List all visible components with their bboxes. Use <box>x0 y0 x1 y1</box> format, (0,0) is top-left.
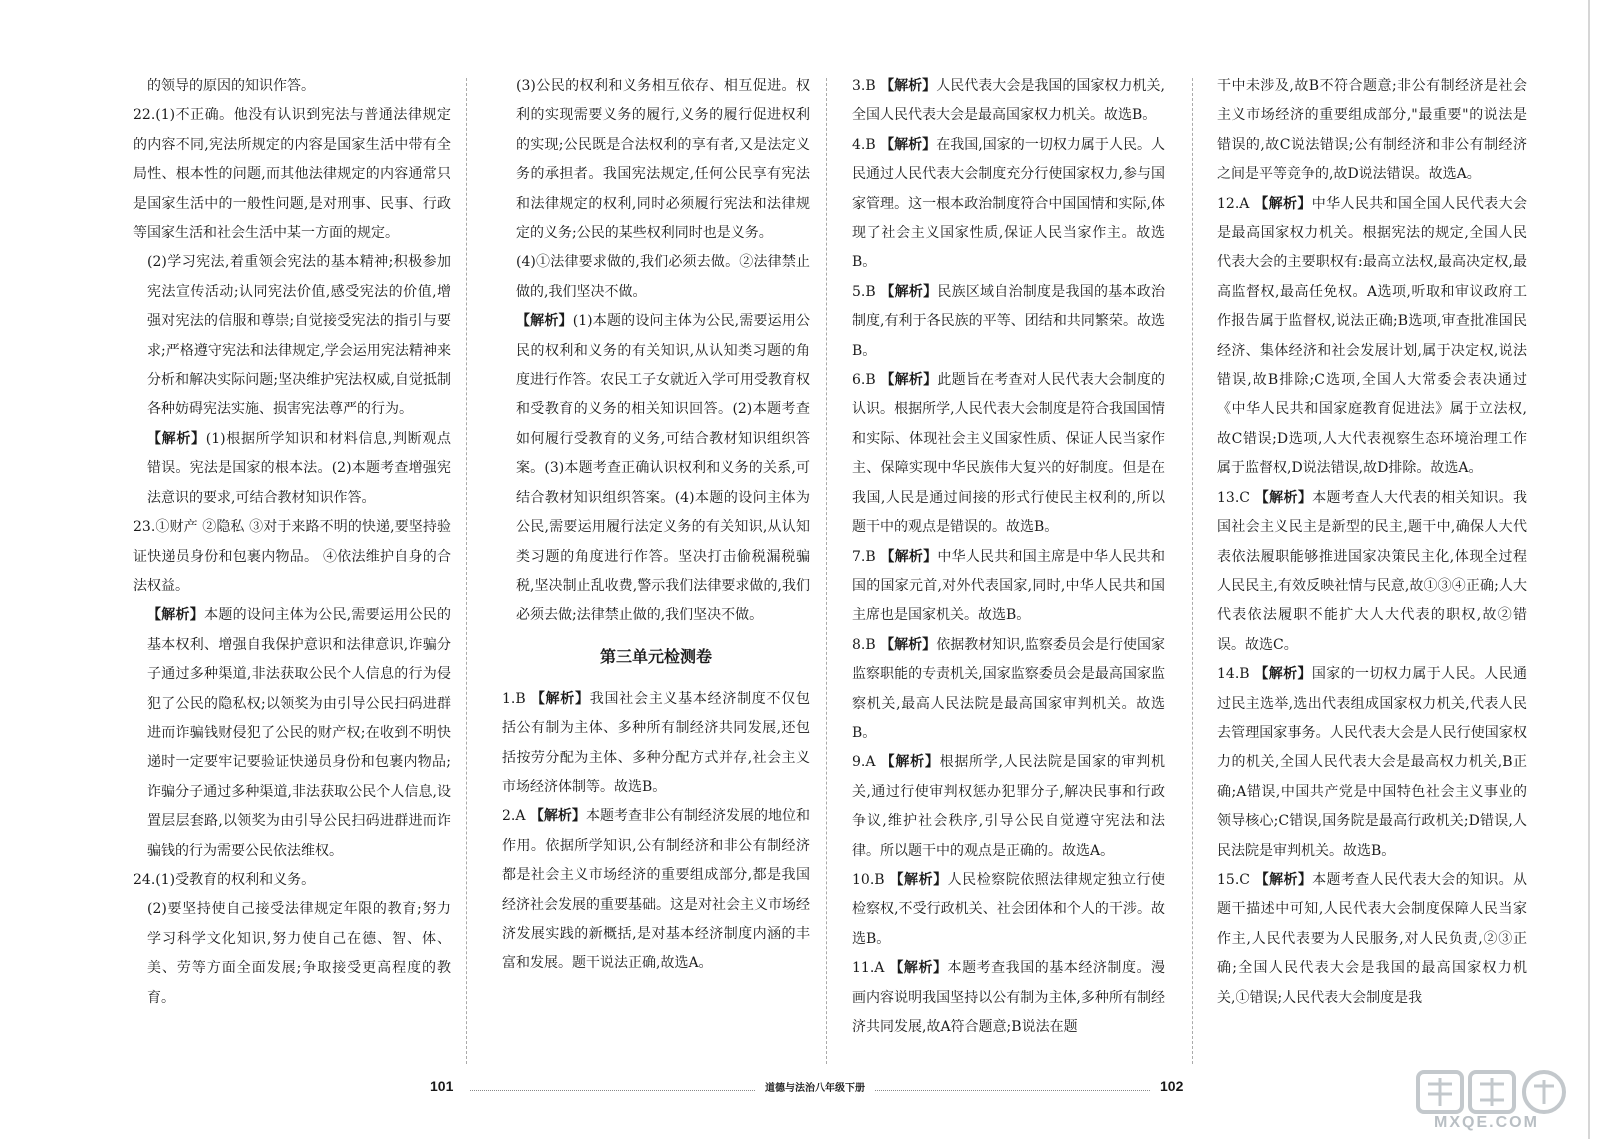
answer-24-2: (2)要坚持使自己接受法律规定年限的教育;努力学习科学文化知识,努力使自己在德、智、体、美、劳等方面全面发展;争取接受更高程度的教育。 <box>147 901 451 1006</box>
answer-2: 2.A 【解析】本题考查非公有制经济发展的地位和作用。依据所学知识,公有制经济和非公有制经济都是社会主义市场经济的重要组成部分,都是我国经济社会发展的重要基础。这是对社会主义市场经济发展实践的新概括,是对基本经济制度内涵的丰富和发展。题干说法正确,故选A。 <box>502 808 810 972</box>
column-3 <box>852 72 1165 1042</box>
answer-3: 3.B 【解析】人民代表大会是我国的国家权力机关,全国人民代表大会是最高国家权力机关。故选B。 <box>852 78 1166 124</box>
answer-9: 9.A 【解析】根据所学,人民法院是国家的审判机关,通过行使审判权惩办犯罪分子,解决民事和行政争议,维护社会秩序,引导公民自觉遵守宪法和法律。所以题干中的观点是正确的。故选A。 <box>852 754 1166 859</box>
scan-edge <box>1588 0 1590 1139</box>
answer-4: 4.B 【解析】在我国,国家的一切权力属于人民。人民通过人民代表大会制度充分行使国家权力,参与国家管理。这一根本政治制度符合中国国情和实际,体现了社会主义国家性质,保证人民当家作主。故选B。 <box>852 136 1166 271</box>
answer-1: 1.B 【解析】我国社会主义基本经济制度不仅包括公有制为主体、多种所有制经济共同发展,还包括按劳分配为主体、多种分配方式并存,社会主义市场经济体制等。故选B。 <box>502 690 810 795</box>
footer-dotted-line <box>470 1090 755 1091</box>
column-divider <box>826 78 827 1064</box>
answer-22-1: 22.(1)不正确。他没有认识到宪法与普通法律规定的内容不同,宪法所规定的内容是国家生活中带有全局性、根本性的问题,而其他法律规定的内容通常只是国家生活中的一般性问题,是对刑事、民事、行政等国家生活和社会生活中某一方面的规定。 <box>133 107 451 242</box>
answer-5: 5.B 【解析】民族区域自治制度是我国的基本政治制度,有利于各民族的平等、团结和共同繁荣。故选B。 <box>852 283 1165 359</box>
analysis-tag: 【解析】 <box>889 960 948 977</box>
answer-12: 12.A 【解析】中华人民共和国全国人民代表大会是最高国家权力机关。根据宪法的规定,全国人民代表大会的主要职权有:最高立法权,最高决定权,最高监督权,最高任免权。A选项,听取和审议政府工作报告属于监督权,说法正确;B选项,审查批准国民经济、集体经济和社会发展计划,属于决定权,说法错误,故B排除;C选项,全国人大常委会表决通过《中华人民共和国家庭教育促进法》属于立法权,故C错误;D选项,人大代表视察生态环境治理工作属于监督权,D说法错误,故D排除。故选A。 <box>1217 195 1528 477</box>
paragraph: 的领导的原因的知识作答。 <box>147 78 315 94</box>
answer-11: 11.A 【解析】本题考查我国的基本经济制度。漫画内容说明我国坚持以公有制为主体,多种所有制经济共同发展,故A符合题意;B说法在题 <box>852 960 1166 1035</box>
footer-dotted-line <box>875 1090 1150 1091</box>
analysis-tag: 【解析】 <box>880 548 938 565</box>
analysis-tag: 【解析】 <box>880 372 938 389</box>
analysis-tag: 【解析】 <box>880 283 938 300</box>
answer-14: 14.B 【解析】国家的一切权力属于人民。人民通过民主选举,选出代表组成国家权力机关,代表人民去管理国家事务。人民代表大会是人民行使国家权力的机关,全国人民代表大会是最高权力机关,B正确;A错误,中国共产党是中国特色社会主义事业的领导核心;C错误,国务院是最高行政机关;D错误,人民法院是审判机关。故选B。 <box>1217 666 1528 859</box>
analysis-tag: 【解析】 <box>889 871 948 888</box>
page-footer <box>430 1078 1200 1102</box>
analysis-tag: 【解析】 <box>529 808 586 825</box>
column-divider <box>1192 78 1193 1064</box>
page-number-right: 102 <box>1160 1078 1184 1094</box>
answer-11-cont: 干中未涉及,故B不符合题意;非公有制经济是社会主义市场经济的重要组成部分,"最重要"的说法是错误的,故C说法错误;公有制经济和非公有制经济之间是平等竞争的,故D说法错误。故选A。 <box>1217 78 1527 183</box>
answer-15: 15.C 【解析】本题考查人民代表大会的知识。从题干描述中可知,人民代表大会制度保障人民当家作主,人民代表要为人民服务,对人民负责,②③正确;全国人民代表大会是我国的最高国家权力机关,①错误;人民代表大会制度是我 <box>1217 871 1528 1006</box>
answer-23: 23.①财产 ②隐私 ③对于来路不明的快递,要坚持验证快递员身份和包裹内物品。 ④依法维护自身的合法权益。 <box>133 519 451 594</box>
column-1 <box>133 72 451 1013</box>
answer-7: 7.B 【解析】中华人民共和国主席是中华人民共和国的国家元首,对外代表国家,同时,中华人民共和国主席也是国家机关。故选B。 <box>852 548 1165 624</box>
analysis-tag: 【解析】 <box>1254 195 1312 212</box>
analysis-tag: 【解析】 <box>1254 489 1313 506</box>
analysis-tag: 【解析】 <box>880 78 937 94</box>
analysis-22: 【解析】(1)根据所学知识和材料信息,判断观点错误。宪法是国家的根本法。(2)本题考查增强宪法意识的要求,可结合教材知识作答。 <box>147 430 452 506</box>
answer-24-4: (4)①法律要求做的,我们必须去做。②法律禁止做的,我们坚决不做。 <box>516 254 810 300</box>
analysis-24: 【解析】(1)本题的设问主体为公民,需要运用公民的权利和义务的有关知识,从认知类习题的角度进行作答。农民工子女就近入学可用受教育权和受教育的义务的相关知识回答。(2)本题考查如何履行受教育的义务,可结合教材知识组织答案。(3)本题考查正确认识权利和义务的关系,可结合教材知识组织答案。(4)本题的设问主体为公民,需要运用履行法定义务的有关知识,从认知类习题的角度进行作答。坚决打击偷税漏税骗税,坚决制止乱收费,警示我们法律要求做的,我们必须去做;法律禁止做的,我们坚决不做。 <box>516 313 811 624</box>
analysis-tag: 【解析】 <box>1254 871 1313 888</box>
analysis-tag: 【解析】 <box>880 636 937 653</box>
answer-24-1: 24.(1)受教育的权利和义务。 <box>133 871 316 888</box>
answer-10: 10.B 【解析】人民检察院依照法律规定独立行使检察权,不受行政机关、社会团体和个人的干涉。故选B。 <box>852 871 1165 947</box>
book-title: 道德与法治八年级下册 <box>765 1083 865 1094</box>
watermark-text: MXQE.COM <box>1434 1114 1539 1131</box>
section-title: 第三单元检测卷 <box>599 646 712 666</box>
answer-8: 8.B 【解析】依据教材知识,监察委员会是行使国家监察职能的专责机关,国家监察委员会是最高国家监察机关,最高人民法院是最高国家审判机关。故选B。 <box>852 636 1166 741</box>
analysis-tag: 【解析】 <box>147 607 205 624</box>
answer-13: 13.C 【解析】本题考查人大代表的相关知识。我国社会主义民主是新型的民主,题干中,确保人大代表依法履职能够推进国家决策民主化,体现全过程人民民主,有效反映社情与民意,故①③④正确;人大代表依法履职不能扩大人大代表的职权,故②错误。故选C。 <box>1217 489 1528 653</box>
analysis-tag: 【解析】 <box>530 690 590 707</box>
column-4 <box>1217 72 1527 1013</box>
analysis-tag: 【解析】 <box>880 754 940 771</box>
analysis-tag: 【解析】 <box>147 430 206 447</box>
watermark-logo <box>1410 1068 1590 1136</box>
column-2 <box>502 72 810 979</box>
column-divider <box>466 78 467 1064</box>
page-number-left: 101 <box>430 1078 454 1094</box>
analysis-tag: 【解析】 <box>516 313 573 330</box>
logo-icon <box>1410 1068 1590 1118</box>
answer-24-3: (3)公民的权利和义务相互依存、相互促进。权利的实现需要义务的履行,义务的履行促进权利的实现;公民既是合法权利的享有者,又是法定义务的承担者。我国宪法规定,任何公民享有宪法和法律规定的权利,同时必须履行宪法和法律规定的义务;公民的某些权利同时也是义务。 <box>516 78 810 242</box>
answer-6: 6.B 【解析】此题旨在考查对人民代表大会制度的认识。根据所学,人民代表大会制度是符合我国国情和实际、体现社会主义国家性质、保证人民当家作主、保障实现中华民族伟大复兴的好制度。但是在我国,人民是通过间接的形式行使民主权利的,所以题干中的观点是错误的。故选B。 <box>852 372 1165 536</box>
analysis-tag: 【解析】 <box>1254 666 1312 683</box>
analysis-23: 【解析】本题的设问主体为公民,需要运用公民的基本权利、增强自我保护意识和法律意识,诈骗分子通过多种渠道,非法获取公民个人信息的行为侵犯了公民的隐私权;以领奖为由引导公民扫码进群进而诈骗钱财侵犯了公民的财产权;在收到不明快递时一定要牢记要验证快递员身份和包裹内物品;诈骗分子通过多种渠道,非法获取公民个人信息,设置层层套路,以领奖为由引导公民扫码进群进而诈骗钱的行为需要公民依法维权。 <box>147 607 452 859</box>
analysis-tag: 【解析】 <box>880 136 937 153</box>
answer-22-2: (2)学习宪法,着重领会宪法的基本精神;积极参加宪法宣传活动;认同宪法价值,感受宪法的价值,增强对宪法的信服和尊崇;自觉接受宪法的指引与要求;严格遵守宪法和法律规定,学会运用宪法精神来分析和解决实际问题;坚决维护宪法权威,自觉抵制各种妨碍宪法实施、损害宪法尊严的行为。 <box>147 254 451 418</box>
